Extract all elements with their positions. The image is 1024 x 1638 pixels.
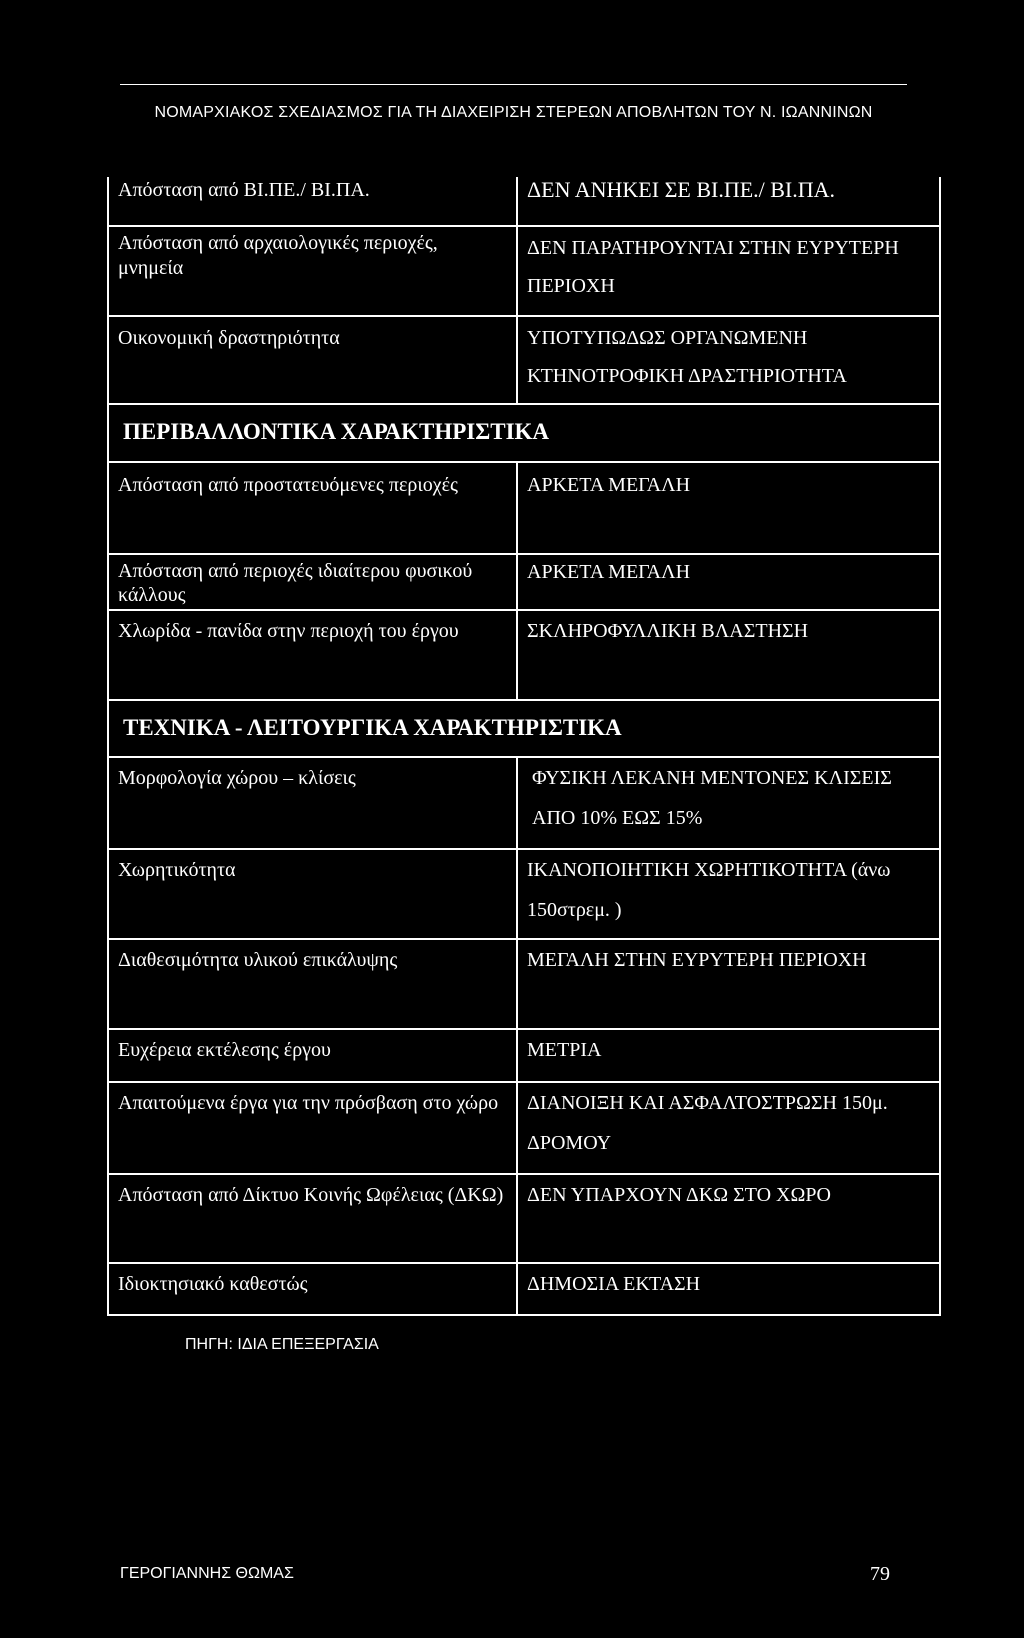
row-value: ΔΕΝ ΠΑΡΑΤΗΡΟΥΝΤΑΙ ΣΤΗΝ ΕΥΡΥΤΕΡΗ ΠΕΡΙΟΧΗ bbox=[517, 226, 940, 316]
row-label: Απόσταση από περιοχές ιδιαίτερου φυσικού κάλλους bbox=[108, 554, 517, 610]
row-label: Διαθεσιμότητα υλικού επικάλυψης bbox=[108, 939, 517, 1029]
row-value: ΑΡΚΕΤΑ ΜΕΓΑΛΗ bbox=[517, 462, 940, 554]
table-row bbox=[108, 1174, 940, 1263]
section-row bbox=[108, 404, 940, 462]
section-heading-environmental: ΠΕΡΙΒΑΛΛΟΝΤΙΚΑ ΧΑΡΑΚΤΗΡΙΣΤΙΚΑ bbox=[108, 404, 940, 462]
row-label: Απόσταση από προστατευόμενες περιοχές bbox=[108, 462, 517, 554]
table-row bbox=[108, 1029, 940, 1082]
row-label: Απόσταση από Δίκτυο Κοινής Ωφέλειας (ΔΚΩ) bbox=[108, 1174, 517, 1263]
footer-author: ΓΕΡΟΓΙΑΝΝΗΣ ΘΩΜΑΣ bbox=[120, 1565, 294, 1582]
row-label: Μορφολογία χώρου – κλίσεις bbox=[108, 757, 517, 849]
row-label: Ευχέρεια εκτέλεσης έργου bbox=[108, 1029, 517, 1082]
row-value: ΦΥΣΙΚΗ ΛΕΚΑΝΗ ΜΕΝΤΟΝΕΣ ΚΛΙΣΕΙΣ ΑΠΟ 10% ΕΩΣ 15% bbox=[517, 757, 940, 849]
row-label: Χωρητικότητα bbox=[108, 849, 517, 939]
table-row bbox=[108, 1082, 940, 1174]
row-value: ΔΙΑΝΟΙΞΗ ΚΑΙ ΑΣΦΑΛΤΟΣΤΡΩΣΗ 150μ. ΔΡΟΜΟΥ bbox=[517, 1082, 940, 1174]
section-row bbox=[108, 700, 940, 757]
section-heading-technical: ΤΕΧΝΙΚΑ - ΛΕΙΤΟΥΡΓΙΚΑ ΧΑΡΑΚΤΗΡΙΣΤΙΚΑ bbox=[108, 700, 940, 757]
row-label: Απόσταση από ΒΙ.ΠΕ./ ΒΙ.ΠΑ. bbox=[108, 177, 517, 226]
row-value: ΙΚΑΝΟΠΟΙΗΤΙΚΗ ΧΩΡΗΤΙΚΟΤΗΤΑ (άνω 150στρεμ. ) bbox=[517, 849, 940, 939]
row-label: Ιδιοκτησιακό καθεστώς bbox=[108, 1263, 517, 1315]
row-label: Απαιτούμενα έργα για την πρόσβαση στο χώρο bbox=[108, 1082, 517, 1174]
table-row bbox=[108, 316, 940, 404]
table-row bbox=[108, 462, 940, 554]
site-characteristics-table bbox=[107, 177, 941, 1316]
table-row bbox=[108, 939, 940, 1029]
row-value: ΥΠΟΤΥΠΩΔΩΣ ΟΡΓΑΝΩΜΕΝΗ ΚΤΗΝΟΤΡΟΦΙΚΗ ΔΡΑΣΤΗΡΙΟΤΗΤΑ bbox=[517, 316, 940, 404]
table-row bbox=[108, 610, 940, 700]
row-label: Χλωρίδα - πανίδα στην περιοχή του έργου bbox=[108, 610, 517, 700]
table-row bbox=[108, 226, 940, 316]
table-row bbox=[108, 757, 940, 849]
table-source-note: ΠΗΓΗ: ΙΔΙΑ ΕΠΕΞΕΡΓΑΣΙΑ bbox=[185, 1336, 379, 1353]
table-row bbox=[108, 1263, 940, 1315]
table-row bbox=[108, 177, 940, 226]
table-row bbox=[108, 554, 940, 610]
row-label: Οικονομική δραστηριότητα bbox=[108, 316, 517, 404]
row-value: ΔΕΝ ΥΠΑΡΧΟΥΝ ΔΚΩ ΣΤΟ ΧΩΡΟ bbox=[517, 1174, 940, 1263]
table-row bbox=[108, 849, 940, 939]
row-value: ΣΚΛΗΡΟΦΥΛΛΙΚΗ ΒΛΑΣΤΗΣΗ bbox=[517, 610, 940, 700]
row-value: ΔΕΝ ΑΝΗΚΕΙ ΣΕ ΒΙ.ΠΕ./ ΒΙ.ΠΑ. bbox=[517, 177, 940, 226]
page-number: 79 bbox=[870, 1563, 890, 1585]
row-value: ΜΕΓΑΛΗ ΣΤΗΝ ΕΥΡΥΤΕΡΗ ΠΕΡΙΟΧΗ bbox=[517, 939, 940, 1029]
row-value: ΑΡΚΕΤΑ ΜΕΓΑΛΗ bbox=[517, 554, 940, 610]
running-header: ΝΟΜΑΡΧΙΑΚΟΣ ΣΧΕΔΙΑΣΜΟΣ ΓΙΑ ΤΗ ΔΙΑΧΕΙΡΙΣΗ ΣΤΕΡΕΩΝ ΑΠΟΒΛΗΤΩΝ ΤΟΥ Ν. ΙΩΑΝΝΙΝΩΝ bbox=[154, 104, 873, 121]
row-label: Απόσταση από αρχαιολογικές περιοχές, μνημεία bbox=[108, 226, 517, 316]
row-value: ΜΕΤΡΙΑ bbox=[517, 1029, 940, 1082]
header-rule bbox=[120, 84, 907, 85]
row-value: ΔΗΜΟΣΙΑ ΕΚΤΑΣΗ bbox=[517, 1263, 940, 1315]
